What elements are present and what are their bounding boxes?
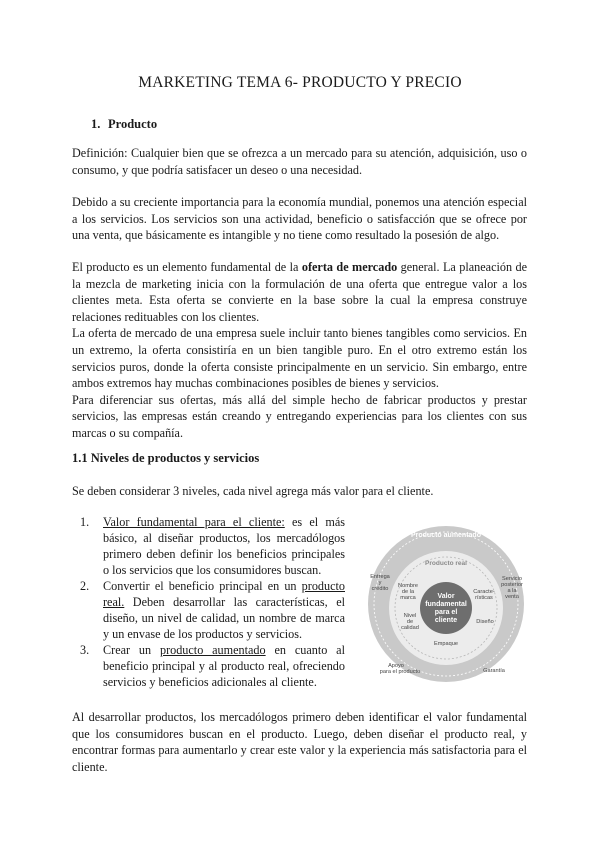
list-item: [80, 578, 345, 642]
offer-paragraphs: [72, 259, 527, 442]
augmented-product-label: Producto aumentado: [410, 532, 482, 539]
subsection-heading: 1.1 Niveles de productos y servicios: [72, 451, 260, 465]
quality-label-2: de: [406, 619, 414, 625]
list-term: producto real.: [103, 579, 345, 609]
definition-paragraph: [72, 145, 527, 178]
list-number: 1.: [80, 515, 90, 529]
section-number: 1.: [91, 117, 101, 131]
support-label-2: para el producto: [379, 669, 421, 675]
list-text-pre: Crear un: [103, 643, 160, 657]
core-value-circle: [420, 582, 472, 634]
packaging-label: Empaque: [434, 641, 458, 647]
list-text-pre: Convertir el beneficio principal en un: [103, 579, 302, 593]
features-label-2: rísticas: [475, 595, 493, 601]
levels-list: [80, 514, 345, 690]
after-sales-label-2: posterior: [501, 582, 523, 588]
list-text-post: en cuanto al beneficio principal y al producto real, ofreciendo servicios y beneficios adicionales al cliente.: [103, 643, 345, 689]
delivery-label-2: y: [378, 580, 382, 586]
list-term: Valor fundamental para el cliente:: [103, 515, 285, 529]
product-levels-diagram: [366, 521, 526, 685]
quality-label-3: calidad: [401, 625, 419, 631]
actual-product-label: Producto real: [425, 560, 467, 567]
experiences-text: Para diferenciar sus ofertas, más allá del simple hecho de fabricar productos y prestar servicios, las empresas están creando y entregando experiencias para los clientes con sus marcas o su compañía.: [72, 392, 527, 440]
closing-paragraph: [72, 709, 527, 775]
brand-label-2: de la: [401, 589, 415, 595]
list-item: [80, 514, 345, 578]
brand-label-3: marca: [400, 595, 416, 601]
offer-text-end: general. La planeación de la mezcla de marketing inicia con la formulación de una oferta que entregue valor a los clientes meta. Esta oferta se convierte en la base sobre la cual la empresa construye relaciones redituables con los clientes.: [72, 260, 527, 324]
after-sales-label-3: a la: [507, 588, 517, 594]
delivery-label-3: crédito: [371, 586, 389, 592]
list-term: producto aumentado: [159, 643, 266, 657]
market-offer-text: La oferta de mercado de una empresa suele incluir tanto bienes tangibles como servicios. En un extremo, la oferta consistiría en un bien tangible puro. En el otro extremo están los servicios puros, donde la oferta consiste principalmente en un servicio. Sin embargo, entre ambos extremos hay muchas combinaciones posibles de bienes y servicios.: [72, 326, 527, 391]
brand-label-1: Nombre: [398, 583, 418, 589]
warranty-label: Garantía: [483, 668, 505, 674]
list-item: [80, 642, 345, 690]
after-sales-label-1: Servicio: [502, 576, 522, 582]
services-text: Debido a su creciente importancia para la economía mundial, ponemos una atención especial a los servicios. Los servicios son una actividad, beneficio o satisfacción que se ofrece por una venta, que básicamente es intangible y no tiene como resultado la posesión de algo.: [72, 195, 527, 243]
quality-label-1: Nivel: [403, 613, 417, 619]
definition-text: Definición: Cualquier bien que se ofrezca a un mercado para su atención, adquisición, uso o consumo, y que podría satisfacer un deseo o una necesidad.: [72, 146, 527, 177]
delivery-label-1: Entrega: [370, 574, 390, 580]
core-label-line4: cliente: [434, 617, 458, 624]
closing-text: Al desarrollar productos, los mercadólogos primero deben identificar el valor fundamental que los consumidores buscan en el producto. Luego, deben diseñar el producto real, y encontrar formas para aumentarlo y crear este valor y la experiencia más satisfactoria para el cliente.: [72, 710, 527, 774]
offer-bold-term: oferta de mercado: [301, 260, 398, 274]
support-label-1: Apoyo: [388, 663, 404, 669]
core-label-line2: fundamental: [425, 601, 467, 608]
after-sales-label-4: venta: [505, 594, 519, 600]
core-label-line1: Valor: [437, 593, 455, 600]
section-heading-producto: [91, 117, 157, 132]
list-text-post: Deben desarrollar las características, el diseño, un nivel de calidad, un nombre de marca y un envase de los productos y servicios.: [103, 595, 345, 641]
services-paragraph: [72, 194, 527, 244]
list-number: 2.: [80, 579, 90, 593]
core-label-line3: para el: [434, 609, 458, 616]
design-label: Diseño: [476, 619, 494, 625]
list-number: 3.: [80, 643, 90, 657]
features-label-1: Caracte-: [473, 589, 495, 595]
levels-intro: Se deben considerar 3 niveles, cada nivel agrega más valor para el cliente.: [72, 484, 434, 498]
list-text-post: es el más básico, al diseñar productos, los mercadólogos primero deben definir los beneficios principales o los servicios que los consumidores buscan.: [103, 515, 345, 577]
page-title: MARKETING TEMA 6- PRODUCTO Y PRECIO: [138, 74, 462, 91]
offer-text-start: El producto es un elemento fundamental de la: [72, 260, 302, 274]
section-label: Producto: [108, 117, 158, 131]
offer-text: [72, 259, 527, 325]
